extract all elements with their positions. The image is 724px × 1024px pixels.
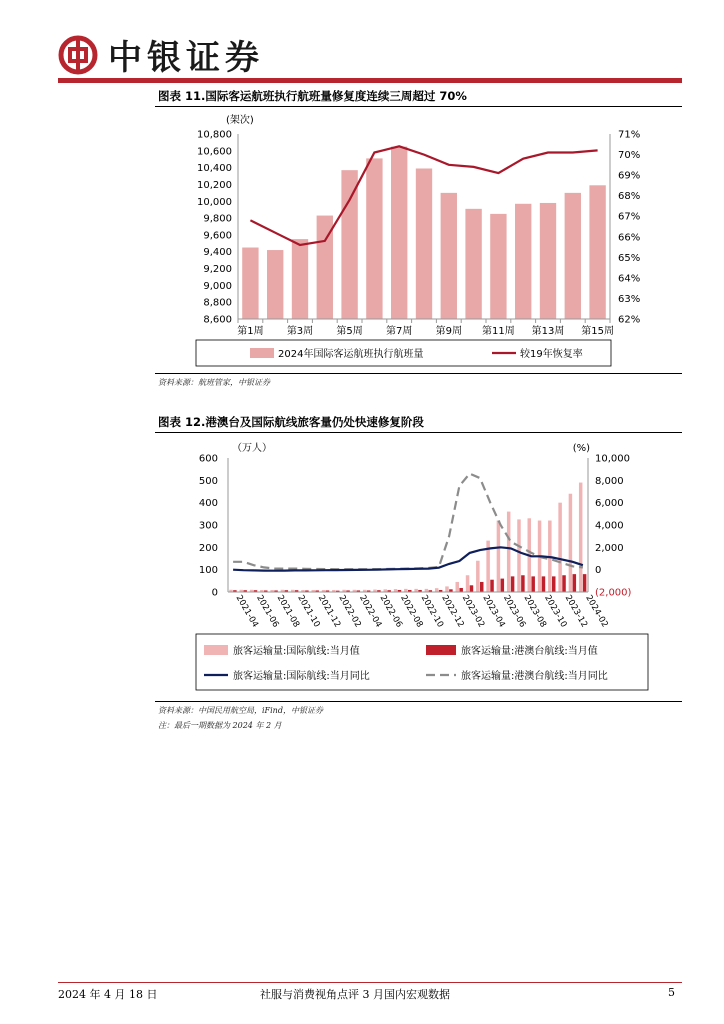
figure11-bar: [292, 239, 308, 319]
figure12-y-tick-label: 600: [198, 453, 218, 465]
figure12-x-tick-label: 2024-02: [583, 593, 610, 630]
figure12-legend-hmt-line-label: 旅客运输量:港澳台航线:当月同比: [461, 671, 608, 682]
figure11-title: 图表 11.国际客运航班执行航班量修复度连续三周超过 70%: [158, 89, 467, 103]
figure11-x-tick-label: 第5周: [336, 326, 363, 337]
figure12-x-tick-label: 2021-10: [295, 593, 322, 630]
figure12-hmt-bar: [583, 574, 586, 592]
figure11-x-tick-label: 第1周: [237, 326, 264, 337]
figure11-x-tick-label: 第3周: [286, 326, 314, 337]
figure12-x-tick-label: 2021-06: [254, 593, 281, 630]
figure11-legend-bar-swatch: [250, 348, 274, 358]
figure12-hmt-bar: [542, 576, 545, 592]
figure11-y2-tick-label: 65%: [618, 252, 641, 264]
figure12-x-tick-label: 2022-12: [439, 593, 466, 630]
figure12-x-tick-label: 2023-06: [500, 593, 528, 630]
figure12-hmt-bar: [531, 576, 534, 592]
figure11-bar: [589, 185, 605, 319]
figure12-top-rule: [155, 432, 682, 433]
figure11-top-rule: [155, 106, 682, 107]
figure11-y2-tick-label: 63%: [618, 293, 641, 305]
figure11-y2-tick-label: 62%: [618, 314, 641, 326]
figure12-hmt-bar: [511, 576, 514, 592]
footer-date: 2024 年 4 月 18 日: [58, 988, 158, 1001]
figure11-y2-tick-label: 67%: [618, 211, 641, 223]
figure12-intl-bar: [558, 503, 561, 592]
figure12-right-unit: (%): [572, 443, 590, 454]
figure11-y-tick-label: 10,600: [197, 146, 232, 158]
figure12-x-tick-label: 2023-12: [562, 593, 590, 630]
figure12-y2-tick-label: 6,000: [595, 498, 624, 510]
figure11-bar: [490, 214, 506, 319]
figure12-y-tick-label: 400: [198, 498, 218, 510]
figure12-x-tick-label: 2021-12: [315, 593, 343, 630]
figure12-chart: [0, 434, 724, 702]
figure12-intl-bar: [579, 483, 582, 592]
figure11-y-tick-label: 8,800: [203, 297, 232, 309]
figure11-bar: [540, 203, 556, 319]
figure12-x-tick-label: 2022-10: [418, 593, 446, 630]
figure12-y-tick-label: 0: [211, 587, 218, 599]
figure12-intl-bar: [445, 586, 448, 592]
figure12-hmt-bar: [501, 579, 504, 592]
figure11-x-tick-label: 第11周: [482, 326, 515, 337]
figure12-hmt-bar: [573, 574, 576, 592]
figure12-x-tick-label: 2022-04: [356, 593, 384, 630]
figure11-y2-tick-label: 64%: [618, 273, 641, 285]
figure12-hmt-bar: [521, 575, 524, 592]
figure12-x-tick-label: 2021-08: [274, 593, 302, 630]
figure12-hmt-bar: [480, 582, 483, 592]
figure12-y-tick-label: 500: [198, 475, 218, 487]
figure11-x-tick-label: 第15周: [581, 326, 614, 337]
figure11-bar: [416, 168, 432, 319]
bank-of-china-logo-icon: [58, 35, 98, 75]
figure12-intl-bar: [456, 582, 459, 592]
figure11-y2-tick-label: 71%: [618, 129, 641, 141]
figure11-bar: [391, 147, 407, 319]
figure11-chart: [0, 108, 724, 378]
figure12-legend-hmt-bar-swatch: [426, 645, 456, 655]
figure12-x-tick-label: 2022-08: [398, 593, 425, 630]
figure11-y-tick-label: 10,800: [197, 129, 232, 141]
figure11-y2-tick-label: 66%: [618, 232, 641, 244]
figure11-x-tick-label: 第9周: [435, 326, 462, 337]
figure11-y2-tick-label: 68%: [618, 191, 641, 203]
brand-name: 中银证券: [108, 38, 264, 78]
figure12-source: 资料来源：中国民用航空局，iFind，中银证券: [158, 706, 323, 715]
figure12-x-tick-label: 2023-04: [480, 593, 507, 630]
figure12-y2-tick-label: 2,000: [595, 542, 624, 554]
figure12-x-tick-label: 2022-06: [377, 593, 404, 630]
figure11-bar: [267, 250, 283, 319]
figure11-y-tick-label: 8,600: [203, 314, 232, 326]
figure12-x-tick-label: 2022-02: [336, 593, 363, 630]
figure11-y2-tick-label: 70%: [618, 150, 641, 162]
figure11-y2-tick-label: 69%: [618, 170, 641, 182]
figure12-y2-tick-label: 0: [595, 565, 602, 577]
figure12-intl-bar: [497, 521, 500, 592]
figure12-hmt-bar: [552, 576, 555, 592]
footer-page-number: 5: [668, 986, 675, 999]
figure12-legend-intl-line-label: 旅客运输量:国际航线:当月同比: [233, 671, 370, 682]
figure11-bar: [341, 170, 357, 319]
figure12-x-tick-label: 2023-08: [521, 593, 548, 630]
figure12-title: 图表 12.港澳台及国际航线旅客量仍处快速修复阶段: [158, 415, 424, 429]
figure12-x-tick-label: 2023-02: [459, 593, 487, 630]
figure11-y-tick-label: 10,400: [197, 163, 232, 175]
figure12-note: 注：最后一期数据为 2024 年 2 月: [158, 721, 282, 730]
figure12-bottom-rule: [155, 701, 682, 702]
figure11-legend-line-label: 较19年恢复率: [520, 349, 583, 360]
figure11-y-tick-label: 9,000: [203, 280, 232, 292]
figure11-left-unit: (架次): [226, 115, 254, 126]
figure12-y2-tick-label: (2,000): [595, 587, 632, 599]
header-rule: [58, 78, 682, 83]
figure12-hmt-bar: [459, 588, 462, 592]
figure12-y2-tick-label: 8,000: [595, 475, 624, 487]
figure11-x-tick-label: 第7周: [386, 326, 413, 337]
figure12-y2-tick-label: 10,000: [595, 453, 630, 465]
figure12-y-tick-label: 200: [198, 542, 218, 554]
figure11-bar: [565, 193, 581, 319]
figure12-hmt-bar: [562, 575, 565, 592]
figure12-x-tick-label: 2021-04: [233, 593, 260, 630]
figure11-y-tick-label: 9,400: [203, 247, 232, 259]
figure12-left-unit: （万人）: [232, 443, 272, 454]
figure11-legend-bar-label: 2024年国际客运航班执行航班量: [278, 349, 424, 360]
figure11-bar: [441, 193, 457, 319]
figure12-intl-bar: [476, 561, 479, 592]
figure12-y2-tick-label: 4,000: [595, 520, 624, 532]
figure12-intl-bar: [466, 575, 469, 592]
figure11-y-tick-label: 9,200: [203, 264, 232, 276]
figure11-y-tick-label: 10,000: [197, 196, 232, 208]
figure11-y-tick-label: 9,600: [203, 230, 232, 242]
figure11-bottom-rule: [155, 373, 682, 374]
figure12-x-tick-label: 2023-10: [542, 593, 569, 630]
figure12-y-tick-label: 100: [198, 565, 218, 577]
figure11-y-tick-label: 9,800: [203, 213, 232, 225]
figure12-intl-bar: [517, 519, 520, 592]
figure12-legend-intl-bar-label: 旅客运输量:国际航线:当月值: [233, 646, 360, 657]
figure12-intl-bar: [569, 494, 572, 592]
footer-doc-title: 社服与消费视角点评 3 月国内宏观数据: [260, 988, 450, 1001]
figure11-bar: [242, 248, 258, 319]
figure12-legend-hmt-bar-label: 旅客运输量:港澳台航线:当月值: [461, 646, 598, 657]
figure11-bar: [465, 209, 481, 319]
figure12-y-tick-label: 300: [198, 520, 218, 532]
figure12-legend-intl-bar-swatch: [204, 645, 228, 655]
figure11-bar: [515, 204, 531, 319]
figure12-intl-bar: [435, 588, 438, 592]
figure11-source: 资料来源：航班管家，中银证券: [158, 378, 270, 387]
figure12-intl-bar: [507, 512, 510, 592]
figure12-hmt-bar: [470, 585, 473, 592]
figure12-hmt-bar: [490, 580, 493, 592]
figure11-x-tick-label: 第13周: [531, 326, 565, 337]
footer-rule: [58, 982, 682, 983]
brand-logo: [58, 30, 264, 79]
figure11-y-tick-label: 10,200: [197, 179, 232, 191]
figure11-bar: [366, 158, 382, 319]
